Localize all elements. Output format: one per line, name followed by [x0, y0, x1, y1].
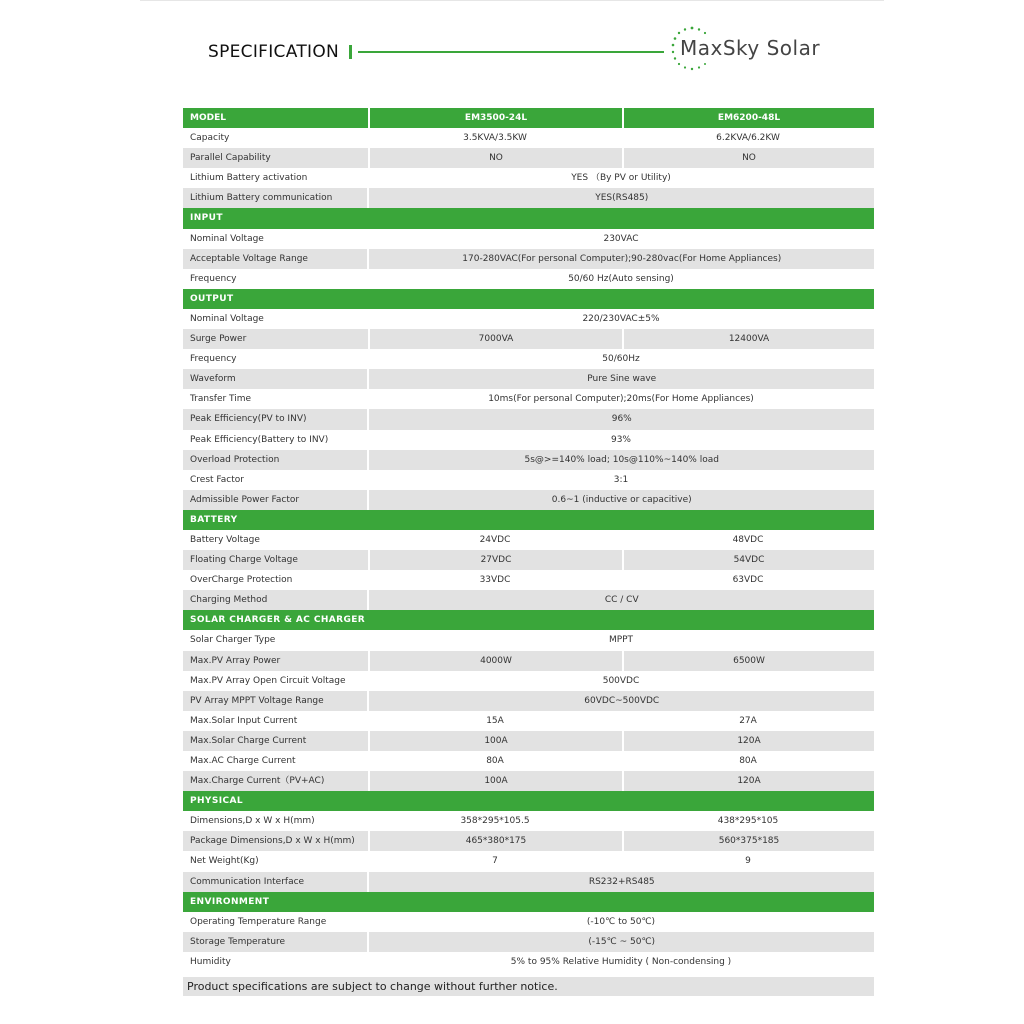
table-row — [183, 651, 874, 671]
row-value-shared: (-15℃ ~ 50℃) — [367, 932, 874, 952]
row-value-model-1: 24VDC — [479, 534, 511, 545]
row-value-model-2: 560*375*185 — [622, 831, 874, 851]
row-value-model-2: 9 — [745, 856, 751, 867]
row-label: Parallel Capability — [183, 148, 368, 168]
page-header — [208, 36, 828, 80]
table-row — [183, 771, 874, 791]
table-row — [183, 188, 874, 208]
row-label: Waveform — [183, 369, 367, 389]
section-title: ENVIRONMENT — [190, 896, 270, 907]
row-label: Acceptable Voltage Range — [183, 249, 367, 269]
table-row — [183, 249, 874, 269]
row-label: Peak Efficiency(Battery to INV) — [190, 434, 329, 445]
row-label: Max.AC Charge Current — [190, 756, 296, 766]
row-value-model-1: 3.5KVA/3.5KW — [463, 133, 527, 144]
row-value-model-2: 6.2KVA/6.2KW — [716, 133, 780, 144]
row-label: Peak Efficiency(PV to INV) — [183, 409, 367, 429]
row-value-model-1: 100A — [368, 771, 622, 791]
row-value-model-1: NO — [368, 148, 622, 168]
row-label: Max.PV Array Power — [183, 651, 368, 671]
row-value-model-2: 6500W — [622, 651, 874, 671]
row-label: Max.Solar Charge Current — [183, 731, 368, 751]
title-rule — [358, 51, 664, 53]
row-value-model-1: 4000W — [368, 651, 622, 671]
section-title: BATTERY — [190, 514, 238, 525]
section-header-row — [183, 510, 874, 530]
table-row — [183, 349, 874, 369]
table-row — [183, 389, 874, 409]
table-row — [183, 630, 874, 650]
row-value-shared: 96% — [367, 409, 874, 429]
row-value-model-2: 63VDC — [732, 575, 764, 586]
table-row — [183, 269, 874, 289]
table-row — [183, 731, 874, 751]
table-row — [183, 711, 874, 731]
section-title: INPUT — [190, 213, 223, 224]
row-label: Lithium Battery communication — [183, 188, 367, 208]
row-value-shared: 170-280VAC(For personal Computer);90-280vac(For Home Appliances) — [367, 249, 874, 269]
row-label: Max.PV Array Open Circuit Voltage — [190, 675, 346, 686]
row-value-model-1: 7 — [492, 856, 498, 867]
section-header-row — [183, 791, 874, 811]
page-title: SPECIFICATION — [208, 42, 340, 62]
row-value-model-2: 80A — [739, 756, 757, 766]
row-label: Battery Voltage — [190, 534, 260, 545]
table-row — [183, 590, 874, 610]
table-row — [183, 128, 874, 148]
row-value-model-1: 358*295*105.5 — [460, 816, 530, 827]
row-value-shared: 0.6~1 (inductive or capacitive) — [367, 490, 874, 510]
table-row — [183, 490, 874, 510]
table-row — [183, 671, 874, 691]
row-value-shared: 500VDC — [602, 675, 640, 686]
table-row — [183, 148, 874, 168]
table-row — [183, 450, 874, 470]
title-bar-mark — [349, 45, 352, 59]
table-row — [183, 229, 874, 249]
table-row — [183, 851, 874, 871]
table-row — [183, 329, 874, 349]
top-divider — [140, 0, 884, 1]
table-row — [183, 912, 874, 932]
row-value-model-1: 100A — [368, 731, 622, 751]
row-value-shared: YES （By PV or Utility) — [571, 173, 671, 184]
row-value-shared: 3:1 — [613, 474, 629, 485]
table-row — [183, 369, 874, 389]
row-label: Lithium Battery activation — [190, 173, 308, 184]
table-row — [183, 470, 874, 490]
row-value-shared: YES(RS485) — [367, 188, 874, 208]
row-value-shared: (-10℃ to 50℃) — [586, 916, 656, 927]
row-label: Max.Charge Current（PV+AC) — [183, 771, 368, 791]
table-row — [183, 811, 874, 831]
model-label: MODEL — [190, 113, 226, 123]
section-header-row — [183, 289, 874, 309]
spec-table — [183, 108, 874, 972]
table-row — [183, 570, 874, 590]
model-header-row — [183, 108, 874, 128]
table-row — [183, 952, 874, 972]
row-value-shared: 50/60Hz — [602, 354, 640, 365]
row-label: PV Array MPPT Voltage Range — [183, 691, 367, 711]
table-row — [183, 168, 874, 188]
table-row — [183, 409, 874, 429]
row-value-shared: Pure Sine wave — [367, 369, 874, 389]
row-label: Floating Charge Voltage — [183, 550, 368, 570]
row-value-shared: 93% — [610, 434, 631, 445]
row-value-model-2: 48VDC — [732, 534, 764, 545]
model-1-name: EM3500-24L — [368, 108, 622, 128]
row-label: Crest Factor — [190, 474, 244, 485]
row-label: Package Dimensions,D x W x H(mm) — [183, 831, 368, 851]
table-row — [183, 530, 874, 550]
section-title: OUTPUT — [190, 293, 234, 304]
row-label: Nominal Voltage — [190, 313, 264, 324]
row-value-shared: 60VDC~500VDC — [367, 691, 874, 711]
row-label: Capacity — [190, 133, 230, 144]
row-value-model-2: 120A — [622, 731, 874, 751]
row-value-model-1: 33VDC — [479, 575, 511, 586]
row-label: Solar Charger Type — [190, 635, 276, 646]
row-value-shared: MPPT — [608, 635, 634, 646]
brand-logo — [668, 24, 828, 72]
table-row — [183, 430, 874, 450]
row-value-model-2: NO — [622, 148, 874, 168]
row-label: Communication Interface — [183, 872, 367, 892]
section-title: SOLAR CHARGER & AC CHARGER — [190, 615, 366, 626]
table-row — [183, 309, 874, 329]
row-label: Nominal Voltage — [190, 233, 264, 244]
section-header-row — [183, 208, 874, 228]
table-row — [183, 751, 874, 771]
row-label: Surge Power — [183, 329, 368, 349]
row-label: Transfer Time — [190, 394, 252, 405]
section-header-row — [183, 892, 874, 912]
row-value-shared: 5% to 95% Relative Humidity ( Non-condensing ) — [510, 956, 732, 967]
row-value-model-2: 27A — [739, 715, 757, 726]
row-label: Humidity — [190, 956, 231, 967]
row-label: Admissible Power Factor — [183, 490, 367, 510]
row-value-shared: 50/60 Hz(Auto sensing) — [568, 273, 674, 284]
row-value-shared: RS232+RS485 — [367, 872, 874, 892]
table-row — [183, 872, 874, 892]
row-label: Max.Solar Input Current — [190, 715, 298, 726]
row-value-model-1: 80A — [486, 756, 504, 766]
row-value-shared: 220/230VAC±5% — [582, 313, 660, 324]
model-2-name: EM6200-48L — [622, 108, 874, 128]
row-value-model-2: 54VDC — [622, 550, 874, 570]
table-row — [183, 550, 874, 570]
row-value-shared: 5s@>=140% load; 10s@110%~140% load — [367, 450, 874, 470]
row-label: Frequency — [190, 354, 237, 365]
row-value-model-2: 120A — [622, 771, 874, 791]
row-value-model-2: 12400VA — [622, 329, 874, 349]
section-header-row — [183, 610, 874, 630]
row-value-model-1: 7000VA — [368, 329, 622, 349]
table-row — [183, 831, 874, 851]
footer-note: Product specifications are subject to change without further notice. — [183, 977, 874, 996]
section-title: PHYSICAL — [190, 796, 243, 807]
row-value-model-1: 465*380*175 — [368, 831, 622, 851]
row-value-model-1: 27VDC — [368, 550, 622, 570]
row-label: OverCharge Protection — [190, 575, 293, 586]
row-label: Frequency — [190, 273, 237, 284]
row-value-model-2: 438*295*105 — [717, 816, 779, 827]
row-value-shared: 230VAC — [603, 233, 639, 244]
row-label: Storage Temperature — [183, 932, 367, 952]
row-value-model-1: 15A — [486, 715, 504, 726]
row-label: Charging Method — [183, 590, 367, 610]
table-row — [183, 691, 874, 711]
row-value-shared: 10ms(For personal Computer);20ms(For Home Appliances) — [488, 394, 754, 405]
row-label: Overload Protection — [183, 450, 367, 470]
row-label: Dimensions,D x W x H(mm) — [190, 816, 315, 827]
row-label: Operating Temperature Range — [190, 916, 327, 927]
brand-name: MaxSky Solar — [680, 36, 821, 60]
row-label: Net Weight(Kg) — [190, 856, 259, 867]
row-value-shared: CC / CV — [367, 590, 874, 610]
table-row — [183, 932, 874, 952]
